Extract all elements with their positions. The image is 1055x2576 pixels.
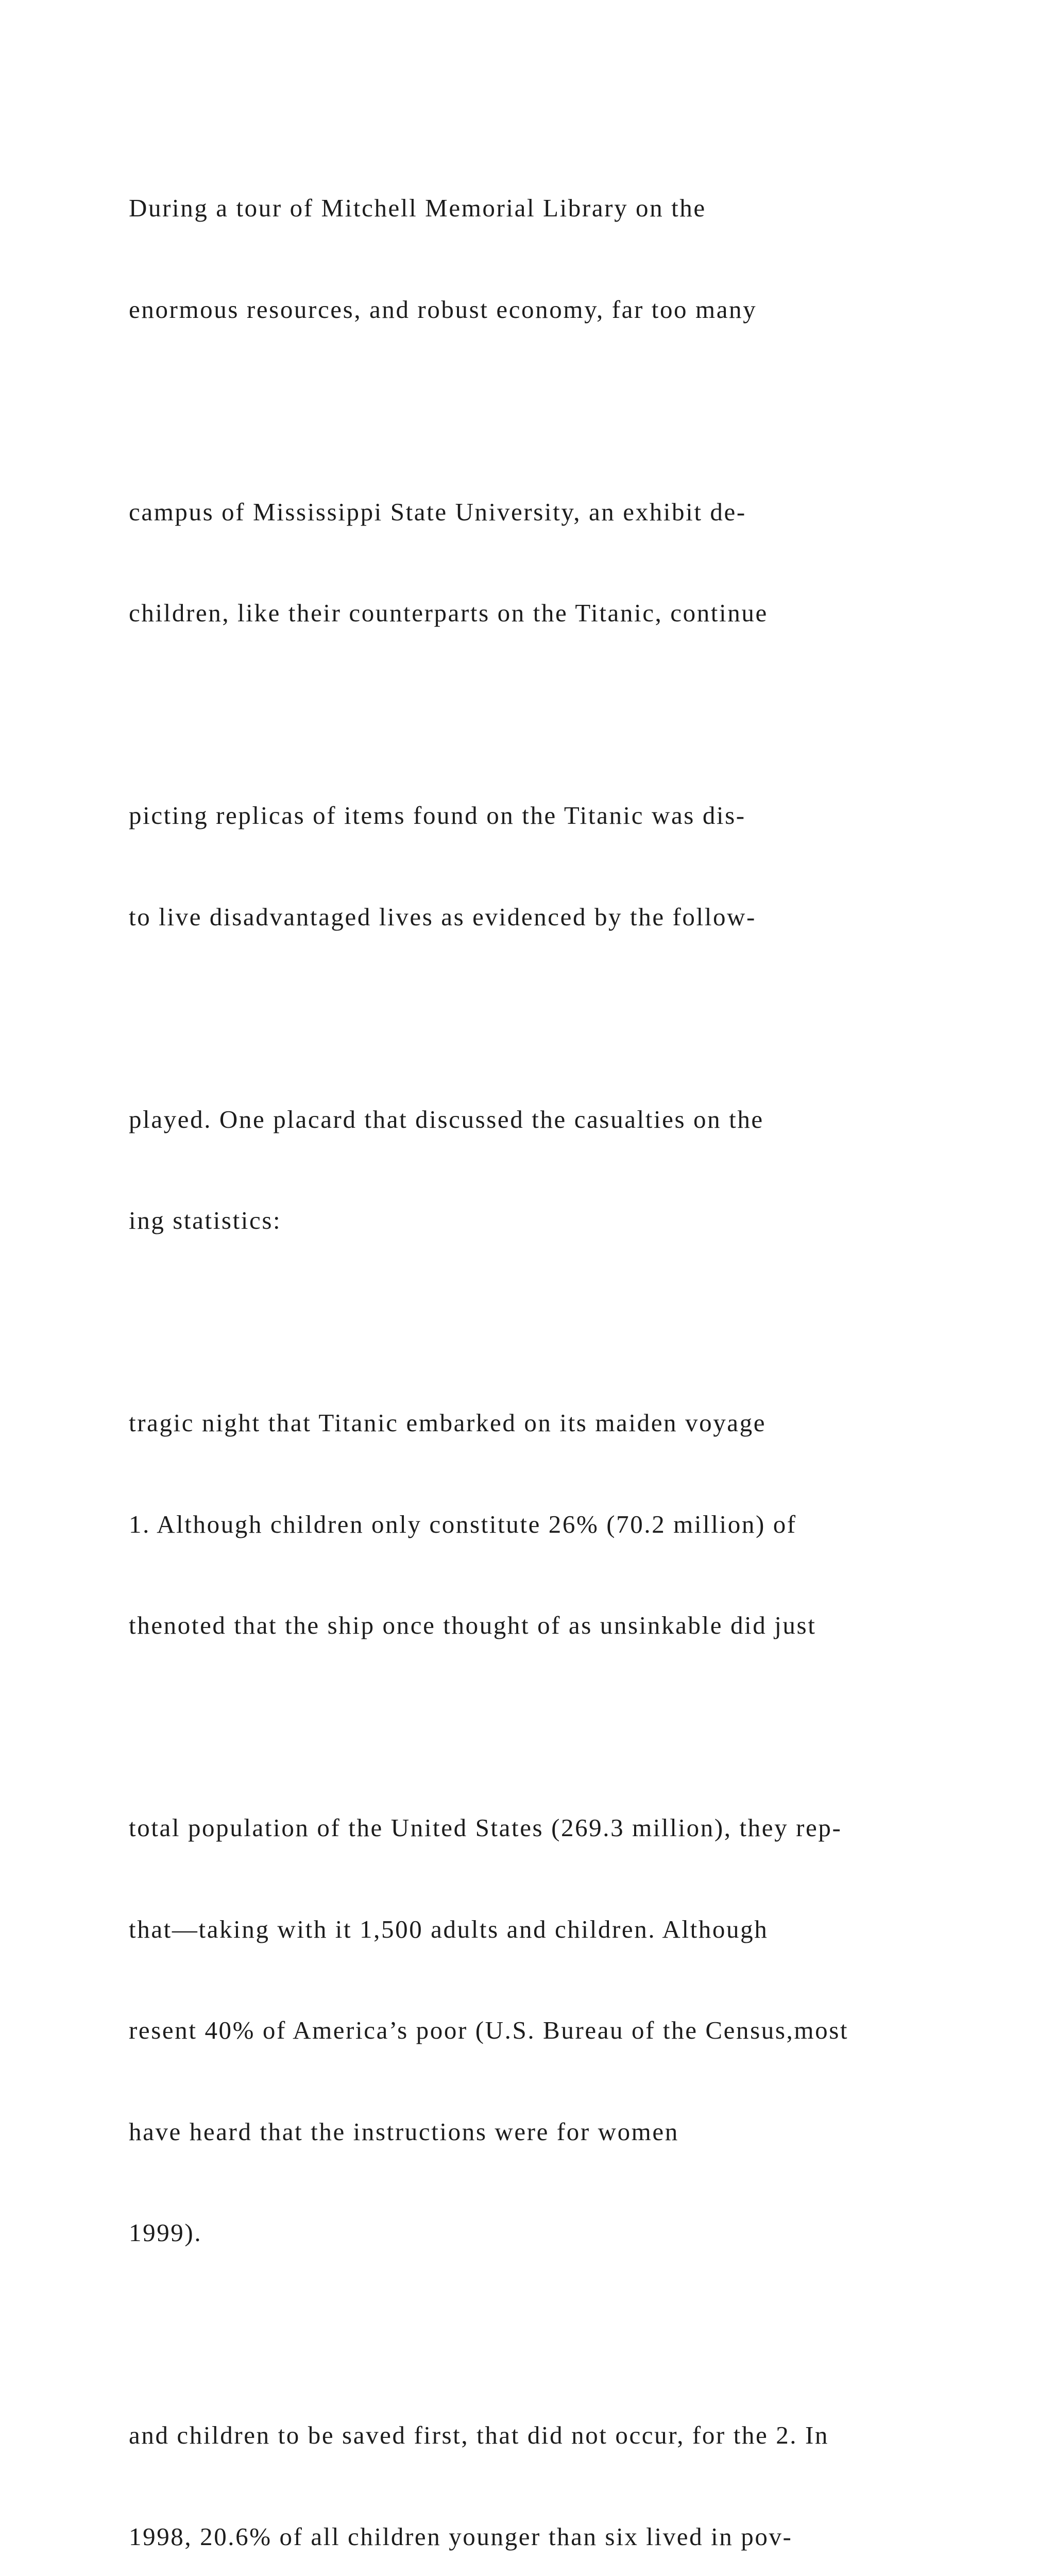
text-line: tragic night that Titanic embarked on its maiden voyage xyxy=(129,1409,767,1437)
text-line: 1998, 20.6% of all children younger than six lived in pov- xyxy=(129,2522,793,2551)
text-line: resent 40% of America’s poor (U.S. Bureau of the Census,most xyxy=(129,2016,849,2044)
text-line: 1999). xyxy=(129,2218,202,2247)
paragraph-gap xyxy=(129,2317,963,2351)
text-line: played. One placard that discussed the casualties on the xyxy=(129,1105,764,1133)
text-line: and children to be saved first, that did not occur, for the 2. In xyxy=(129,2421,829,2449)
paragraph-gap xyxy=(129,1305,963,1339)
paragraph-gap xyxy=(129,1001,963,1035)
body-text xyxy=(129,124,963,2576)
paragraph-gap xyxy=(129,1710,963,1744)
text-line: 1. Although children only constitute 26% (70.2 million) of xyxy=(129,1510,797,1538)
paragraph-gap xyxy=(129,394,963,428)
text-line: During a tour of Mitchell Memorial Library on the xyxy=(129,194,706,222)
text-line: thenoted that the ship once thought of as unsinkable did just xyxy=(129,1611,816,1639)
text-line: children, like their counterparts on the Titanic, continue xyxy=(129,599,768,627)
text-line: picting replicas of items found on the Titanic was dis- xyxy=(129,801,746,829)
text-line: campus of Mississippi State University, an exhibit de- xyxy=(129,497,746,526)
text-line: that—taking with it 1,500 adults and children. Although xyxy=(129,1914,769,1943)
paragraph-gap xyxy=(129,698,963,732)
text-line: enormous resources, and robust economy, far too many xyxy=(129,295,757,324)
text-line: to live disadvantaged lives as evidenced by the follow- xyxy=(129,902,756,931)
text-line: have heard that the instructions were for women xyxy=(129,2117,679,2146)
text-line: ing statistics: xyxy=(129,1206,282,1234)
text-line: total population of the United States (269.3 million), they rep- xyxy=(129,1814,842,1842)
